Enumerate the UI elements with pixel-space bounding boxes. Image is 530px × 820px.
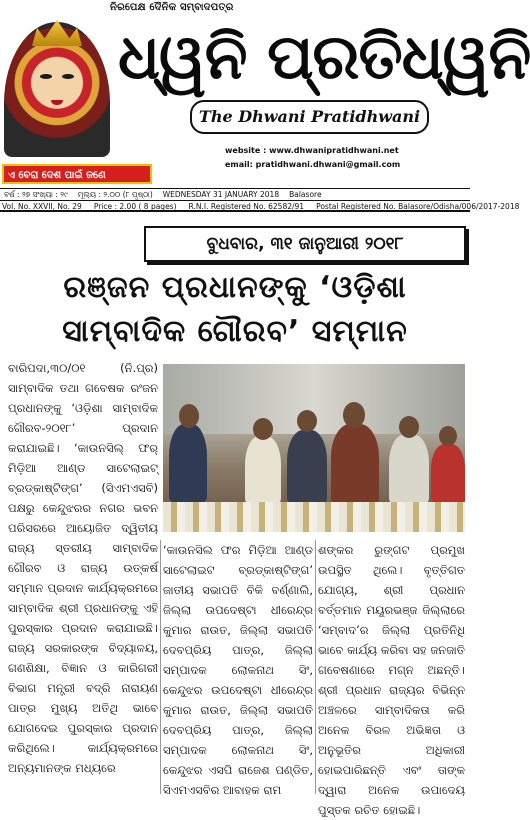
article-column-right: ଶଙ୍କର ରୁଙ୍ଗଟ ପ୍ରମୁଖ ଉପସ୍ଥିତ ଥିଲେ। ବୃତ୍ତିଗତ ଯୋଗ୍ୟ, ଶ୍ରୀ ପ୍ରଧାନ ବର୍ତ୍ତମାନ ମୟୂରଭଞ୍ଜ ଜିଲ୍ଲାରେ ‘ସମ୍ବାଦ’ର ଜିଲ୍ଲା ପ୍ରତିନିଧି ଭାବେ କାର୍ଯ୍ୟ କରିବା ସହ ଜନଜାତି ଗବେଷଣାରେ ମଗ୍ନ ଅଛନ୍ତି। ଶ୍ରୀ ପ୍ରଧାନ ରାଜ୍ୟର ବିଭିନ୍ନ ଅଞ୍ଚଳରେ ସାମ୍ବାଦିକତା କରି ଅନେକ ବିରଳ ଅଭିଜ୍ଞତା ଓ ଅନୁଭୂତିର ଅଧିକାରୀ ହୋଇପାରିଛନ୍ତି ଏବଂ ତାଙ୍କ ଦ୍ୱାରା ଅନେକ ଉପାଦେୟ ପୁସ୍ତକ ରଚିତ ହୋଇଛି। bbox=[318, 543, 465, 817]
article-headline: ରଞ୍ଜନ ପ୍ରଧାନଙ୍କୁ ‘ଓଡ଼ିଶା ସାମ୍ବାଦିକ ଗୌରବ’ ସମ୍ମାନ bbox=[62, 270, 408, 349]
newspaper-english-name: The Dhwani Pratidhwani bbox=[190, 100, 429, 134]
meta-price-en: Price : 2.00 ( 8 pages) bbox=[93, 202, 177, 211]
website-text: website : www.dhwanipratidhwani.net bbox=[225, 146, 399, 155]
meta-place: Balasore bbox=[289, 190, 322, 199]
date-banner: ବୁଧବାର, ୩୧ ଜାନୁଆରୀ ୨୦୧୮ bbox=[144, 226, 466, 262]
meta-row-odia bbox=[0, 188, 470, 200]
article-column-middle: ‘କାଉନସିଲ ଫର ମିଡ଼ିଆ ଆଣ୍ଡ ସାଟେଲାଇଟ ବ୍ରଡ୍‌କାଷ୍ଟିଙ୍ଗ’ ଜାତୀୟ ସଭାପତି ବିକି ବର୍ଣ୍ଣାଲି, ଜିଲ୍ଲା ଉପଦେଷ୍ଟା ଧୀରେନ୍ଦ୍ର କୁମାର ରାଉତ, ଜିଲ୍ଲା ସଭାପତି ଦେବପ୍ରିୟ ପାତ୍ର, ଜିଲ୍ଲା ସମ୍ପାଦକ ଲୋକନାଥ ସିଂ, କେନ୍ଦୁଝର ଉପଦେଷ୍ଟା ଧୀରେନ୍ଦ୍ର କୁମାର ରାଉତ, ଜିଲ୍ଲା ସଭାପତି ଦେବପ୍ରିୟ ପାତ୍ର, ଜିଲ୍ଲା ସମ୍ପାଦକ ଲୋକନାଥ ସିଂ, କେନ୍ଦୁଝର ଏସପି ରାଜେଶ ପଣ୍ଡିତ, ସିଏମଏସବିର ଆବାହକ ରାମ bbox=[163, 543, 313, 797]
masthead-tagline: ନିରପେକ୍ଷ ଦୈନିକ ସମ୍ବାଦପତ୍ର bbox=[110, 2, 234, 13]
meta-rni: R.N.I. Registered No. 62582/91 bbox=[188, 202, 305, 211]
slogan-bar: ଏ ବେରା ଦେଶ ପାଇଁ ଜଣେ bbox=[2, 164, 152, 184]
award-ceremony-photo bbox=[163, 364, 465, 532]
newspaper-logo: ଧ୍ୱନି ପ୍ରତିଧ୍ୱନି bbox=[118, 20, 530, 93]
meta-volume: ବର୍ଷ : ୨୭ ସଂଖ୍ୟା : ୨୯ bbox=[4, 190, 68, 199]
article-column-left: ବାରିପଦା,୩୦/୦୧ (ନି.ପ୍ର) ସାମ୍ବାଦିକ ତଥା ଗବେଷକ ରଂଜନ ପ୍ରଧାନଙ୍କୁ ‘ଓଡ଼ିଶା ସାମ୍ବାଦିକ ଗୌରବ-୨୦୧୮’ ପ୍ରଦାନ କରାଯାଇଛି। ‘କାଉନସିଲ୍ ଫର୍ ମିଡ଼ିଆ ଆଣ୍ଡ ସାଟେଲାଇଟ୍ ବ୍ରଡ୍‌କାଷ୍ଟିଙ୍ଗ’ (ସିଏମଏସବି) ପକ୍ଷରୁ କେନ୍ଦୁଝରର ନଗର ଭବନ ପରିସରରେ ଆୟୋଜିତ ଦ୍ୱିତୀୟ ରାଜ୍ୟ ସ୍ତରୀୟ ସାମ୍ବାଦିକ ଗୌରବ ଓ ରାଜ୍ୟ ଉତ୍କର୍ଷ ସମ୍ମାନ ପ୍ରଦାନ କାର୍ଯ୍ୟକ୍ରମରେ ସାମ୍ବାଦିକ ଶ୍ରୀ ପ୍ରଧାନଙ୍କୁ ଏହି ପୁରସ୍କାର ପ୍ରଦାନ କରାଯାଇଛି। ରାଜ୍ୟ ସରକାରଙ୍କ ବିଦ୍ୟାଳୟ, ଗଣଶିକ୍ଷା, ବିଜ୍ଞାନ ଓ କାରିଗରୀ ବିଭାଗ ମନ୍ତ୍ରୀ ବଦ୍ରି ନାରାୟଣ ପାତ୍ର ମୁଖ୍ୟ ଅତିଥି ଭାବେ ଯୋଗଦେଇ ପୁରସ୍କାର ପ୍ରଦାନ କରିଥିଲେ। କାର୍ଯ୍ୟକ୍ରମରେ ଅନ୍ୟମାନଙ୍କ ମଧ୍ୟରେ bbox=[8, 361, 158, 775]
meta-vol-no: Vol. No. XXVII, No. 29 bbox=[2, 202, 82, 211]
meta-date: WEDNESDAY 31 JANUARY 2018 bbox=[162, 190, 280, 199]
meta-row-english bbox=[0, 200, 520, 212]
meta-postal: Postal Registered No. Balasore/Odisha/006/2017-2018 bbox=[316, 202, 520, 211]
deity-logo-image bbox=[4, 22, 110, 157]
masthead bbox=[0, 0, 530, 211]
email-text: email: pratidhwani.dhwani@gmail.com bbox=[225, 160, 401, 169]
meta-price: ମୂଲ୍ୟ : ୨.୦୦ (୮ ପୃଷ୍ଠା) bbox=[77, 190, 153, 199]
